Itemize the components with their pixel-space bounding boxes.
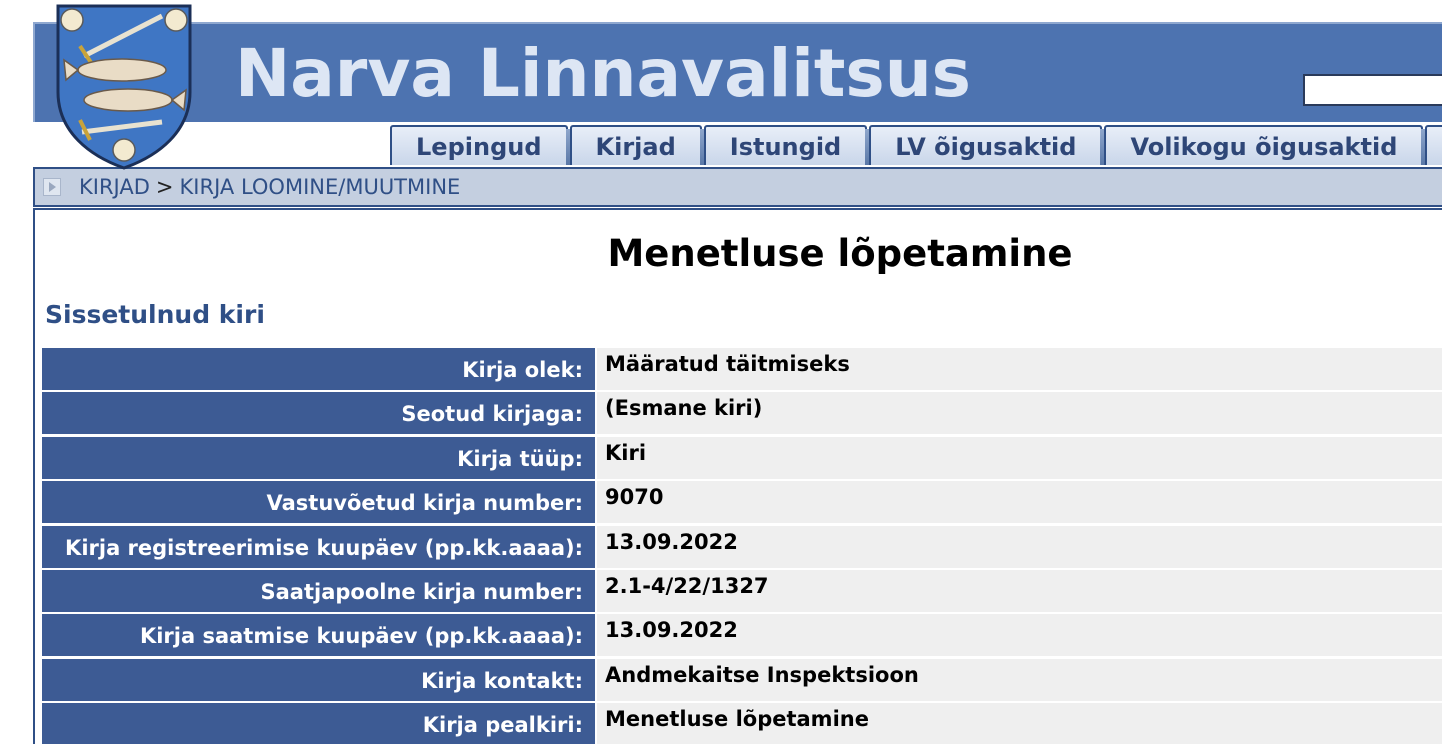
table-row <box>42 703 1442 744</box>
breadcrumb-separator: > <box>155 175 174 199</box>
table-row <box>42 659 1442 703</box>
table-row <box>42 614 1442 658</box>
table-row <box>42 348 1442 392</box>
field-label: Kirja kontakt: <box>42 659 595 701</box>
field-label: Seotud kirjaga: <box>42 392 595 434</box>
table-row <box>42 437 1442 481</box>
field-value: 2.1-4/22/1327 <box>597 570 1442 612</box>
search-input[interactable] <box>1303 74 1442 106</box>
field-label: Vastuvõetud kirja number: <box>42 481 595 523</box>
field-label: Saatjapoolne kirja number: <box>42 570 595 612</box>
field-value: (Esmane kiri) <box>597 392 1442 434</box>
field-label: Kirja registreerimise kuupäev (pp.kk.aaaa): <box>42 526 595 568</box>
main-content <box>33 208 1442 744</box>
table-row <box>42 481 1442 525</box>
breadcrumb-item-kirjad[interactable]: KIRJAD <box>79 175 150 199</box>
field-value: Kiri <box>597 437 1442 479</box>
page-title: Menetluse lõpetamine <box>607 232 1073 275</box>
field-value: Menetluse lõpetamine <box>597 703 1442 744</box>
section-title: Sissetulnud kiri <box>45 300 265 329</box>
site-title: Narva Linnavalitsus <box>235 35 971 112</box>
main-tabs <box>390 125 1442 167</box>
table-row <box>42 392 1442 436</box>
tab-lepingud[interactable]: Lepingud <box>390 125 568 165</box>
tab-volikogu-oigusaktid[interactable]: Volikogu õigusaktid <box>1104 125 1423 165</box>
tab-lv-oigusaktid[interactable]: LV õigusaktid <box>869 125 1102 165</box>
field-label: Kirja pealkiri: <box>42 703 595 744</box>
tab-partial[interactable] <box>1425 125 1442 165</box>
field-value: 9070 <box>597 481 1442 523</box>
breadcrumb-arrow-icon <box>43 178 61 196</box>
field-value: 13.09.2022 <box>597 614 1442 656</box>
field-value: Määratud täitmiseks <box>597 348 1442 390</box>
header-banner <box>33 22 1442 122</box>
field-value: Andmekaitse Inspektsioon <box>597 659 1442 701</box>
field-label: Kirja olek: <box>42 348 595 390</box>
breadcrumb-text <box>79 169 460 205</box>
field-label: Kirja saatmise kuupäev (pp.kk.aaaa): <box>42 614 595 656</box>
table-row <box>42 526 1442 570</box>
field-label: Kirja tüüp: <box>42 437 595 479</box>
letter-details-table <box>42 348 1442 744</box>
field-value: 13.09.2022 <box>597 526 1442 568</box>
table-row <box>42 570 1442 614</box>
tab-istungid[interactable]: Istungid <box>704 125 867 165</box>
breadcrumb <box>33 167 1442 207</box>
tab-kirjad[interactable]: Kirjad <box>570 125 702 165</box>
breadcrumb-item-current[interactable]: KIRJA LOOMINE/MUUTMINE <box>179 175 461 199</box>
narva-coat-of-arms-icon <box>50 4 200 174</box>
